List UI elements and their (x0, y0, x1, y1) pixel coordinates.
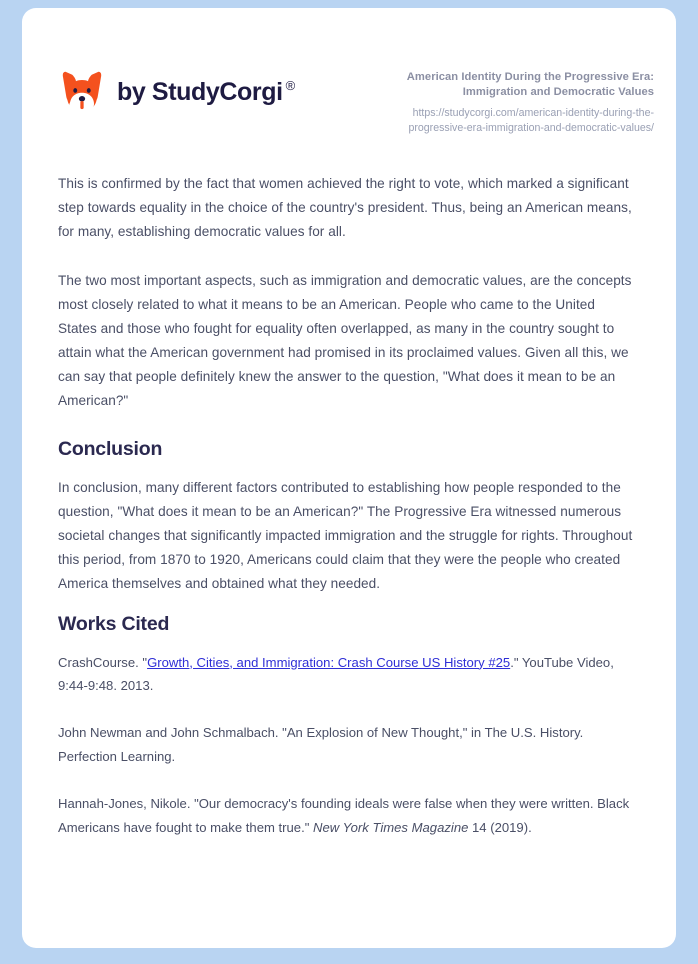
conclusion-heading: Conclusion (58, 437, 163, 460)
works-cited-heading: Works Cited (58, 612, 170, 635)
conclusion-paragraph: In conclusion, many different factors contributed to establishing how people responded to the question, "What does it mean to be an American?" The Progressive Era witnessed numerous societal changes that significantly impacted immigration and the struggle for rights. Throughout this period, from 1870 to 1920, Americans could claim that they were the people who created America themselves and obtained what they needed. (58, 479, 633, 592)
works-cited-section (58, 613, 636, 840)
citation-entry: John Newman and John Schmalbach. "An Explosion of New Thought," in The U.S. History. Perfection Learning. (58, 725, 584, 765)
header-document-title: American Identity During the Progressive Era: Immigration and Democratic Values (406, 71, 654, 99)
citation-prefix: CrashCourse. " (58, 654, 148, 670)
document-body (22, 136, 676, 840)
document-page-card (22, 8, 676, 948)
header-document-url[interactable]: https://studycorgi.com/american-identity-during-the-progressive-era-immigration-and-democratic-values/ (408, 106, 654, 134)
document-header (22, 8, 676, 136)
header-document-meta (358, 64, 654, 136)
citation-suffix: ." YouTube Video, 9:44-9:48. 2013. (58, 654, 614, 694)
citation-entry (58, 651, 636, 699)
corgi-logo-icon (58, 68, 106, 116)
registered-trademark-mark: ® (285, 78, 295, 94)
conclusion-section (58, 438, 636, 597)
citation-publication-title: New York Times Magazine (313, 819, 469, 835)
citation-entry (58, 792, 636, 840)
body-paragraph: This is confirmed by the fact that women achieved the right to vote, which marked a significant step towards equality in the choice of the country's president. Thus, being an American means, for many, establishing democratic values for all. (58, 175, 632, 240)
brand-name (117, 78, 295, 107)
citation-source-link[interactable]: Growth, Cities, and Immigration: Crash Course US History #25 (147, 654, 511, 670)
body-paragraph: The two most important aspects, such as immigration and democratic values, are the concepts most closely related to what it means to be an American. People who came to the United States and those who fought for equality often overlapped, as many in the country sought to attain what the American government had promised in its proclaimed values. Given all this, we can say that people definitely knew the answer to the question, "What does it mean to be an American?" (58, 272, 632, 409)
citation-prefix: Hannah-Jones, Nikole. "Our democracy's founding ideals were false when they were written. Black Americans have fought to make them true." (58, 795, 630, 835)
citation-suffix: 14 (2019). (468, 819, 532, 835)
studycorgi-brand-logo[interactable] (58, 64, 295, 116)
brand-name-text: by StudyCorgi (117, 77, 283, 106)
